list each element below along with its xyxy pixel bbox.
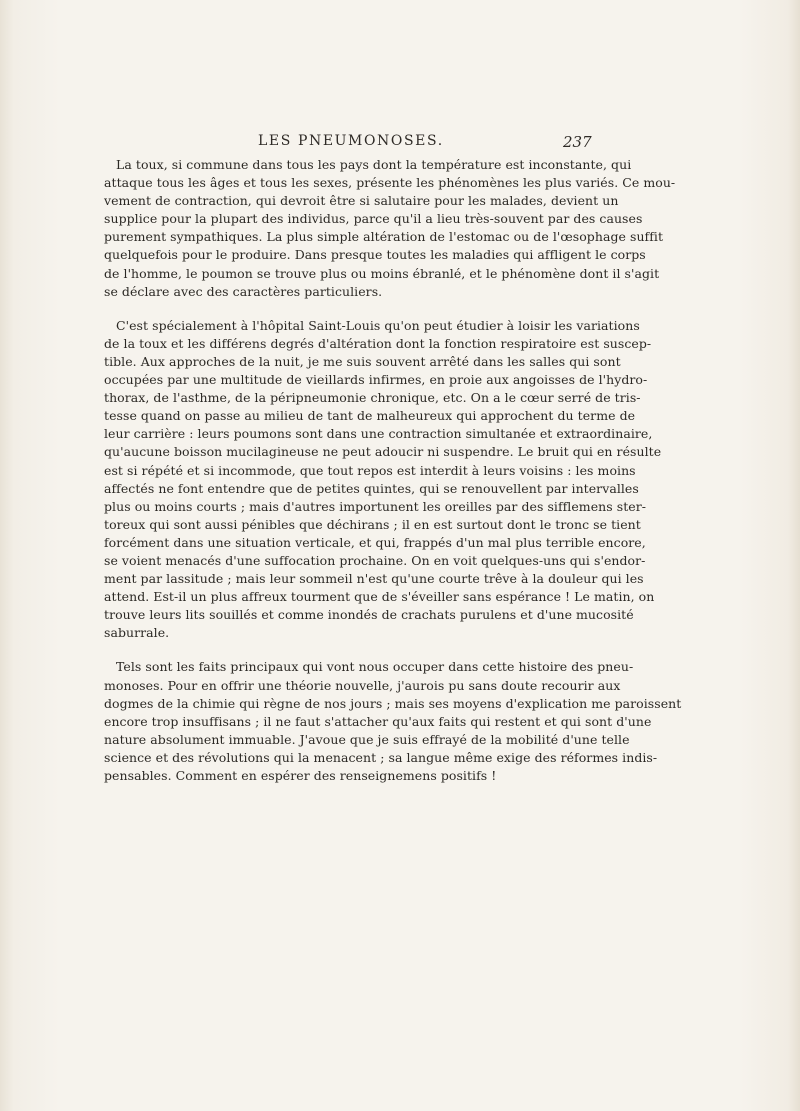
text-line: attend. Est-il un plus affreux tourment que de s'éveiller sans espérance ! Le matin, on xyxy=(104,589,655,605)
page-number: 237 xyxy=(563,133,592,151)
text-line: dogmes de la chimie qui règne de nos jours ; mais ses moyens d'explication me paroissent xyxy=(104,695,682,711)
page-header xyxy=(0,133,800,155)
text-line: est si répété et si incommode, que tout repos est interdit à leurs voisins : les moins xyxy=(104,462,636,478)
paragraph xyxy=(104,156,676,301)
text-line: de l'homme, le poumon se trouve plus ou moins ébranlé, et le phénomène dont il s'agit xyxy=(104,265,660,281)
text-line: plus ou moins courts ; mais d'autres importunent les oreilles par des sifflemens ster- xyxy=(104,498,647,514)
text-line: saburrale. xyxy=(104,625,170,641)
text-line: nature absolument immuable. J'avoue que je suis effrayé de la mobilité d'une telle xyxy=(104,731,630,747)
text-line: tible. Aux approches de la nuit, je me suis souvent arrêté dans les salles qui sont xyxy=(104,353,621,369)
text-line: encore trop insuffisans ; il ne faut s'attacher qu'aux faits qui restent et qui sont d'une xyxy=(104,713,652,729)
running-title: LES PNEUMONOSES. xyxy=(258,133,444,149)
text-line: C'est spécialement à l'hôpital Saint-Louis qu'on peut étudier à loisir les variations xyxy=(116,317,640,333)
paragraph xyxy=(104,317,662,643)
text-line: tesse quand on passe au milieu de tant de malheureux qui approchent du terme de xyxy=(104,408,636,424)
text-line: se voient menacés d'une suffocation prochaine. On en voit quelques-uns qui s'endor- xyxy=(104,552,646,568)
text-line: trouve leurs lits souillés et comme inondés de crachats purulens et d'une mucosité xyxy=(104,607,634,623)
text-line: La toux, si commune dans tous les pays dont la température est inconstante, qui xyxy=(116,157,632,172)
text-line: ment par lassitude ; mais leur sommeil n'est qu'une courte trêve à la douleur qui les xyxy=(104,571,644,587)
text-line: monoses. Pour en offrir une théorie nouvelle, j'aurois pu sans doute recourir aux xyxy=(104,677,621,693)
text-line: vement de contraction, qui devroit être si salutaire pour les malades, devient un xyxy=(104,193,619,209)
text-line: leur carrière : leurs poumons sont dans une contraction simultanée et extraordinaire, xyxy=(104,426,653,442)
text-line: Tels sont les faits principaux qui vont nous occuper dans cette histoire des pneu- xyxy=(116,659,634,675)
text-line: thorax, de l'asthme, de la péripneumonie chronique, etc. On a le cœur serré de tris- xyxy=(104,390,641,406)
text-line: occupées par une multitude de vieillards infirmes, en proie aux angoisses de l'hydro- xyxy=(104,372,648,388)
text-line: toreux qui sont aussi pénibles que déchirans ; il en est surtout dont le tronc se tient xyxy=(104,516,641,532)
text-line: purement sympathiques. La plus simple altération de l'estomac ou de l'œsophage suffit xyxy=(104,229,664,245)
text-line: forcément dans une situation verticale, et qui, frappés d'un mal plus terrible encore, xyxy=(104,534,646,550)
text-line: quelquefois pour le produire. Dans presque toutes les maladies qui affligent le corps xyxy=(104,247,646,263)
text-line: supplice pour la plupart des individus, parce qu'il a lieu très-souvent par des causes xyxy=(104,211,643,227)
text-line: attaque tous les âges et tous les sexes, présente les phénomènes les plus variés. Ce mou- xyxy=(104,175,676,191)
text-line: qu'aucune boisson mucilagineuse ne peut adoucir ni suspendre. Le bruit qui en résulte xyxy=(104,444,662,460)
text-line: science et des révolutions qui la menacent ; sa langue même exige des réformes indis- xyxy=(104,749,658,765)
text-line: affectés ne font entendre que de petites quintes, qui se renouvellent par intervalles xyxy=(104,480,639,496)
text-line: pensables. Comment en espérer des renseignemens positifs ! xyxy=(104,768,497,783)
text-line: se déclare avec des caractères particuliers. xyxy=(104,283,383,299)
page-body xyxy=(104,156,682,801)
paragraph xyxy=(104,658,682,785)
text-line: de la toux et les différens degrés d'altération dont la fonction respiratoire est suscep- xyxy=(104,335,652,351)
